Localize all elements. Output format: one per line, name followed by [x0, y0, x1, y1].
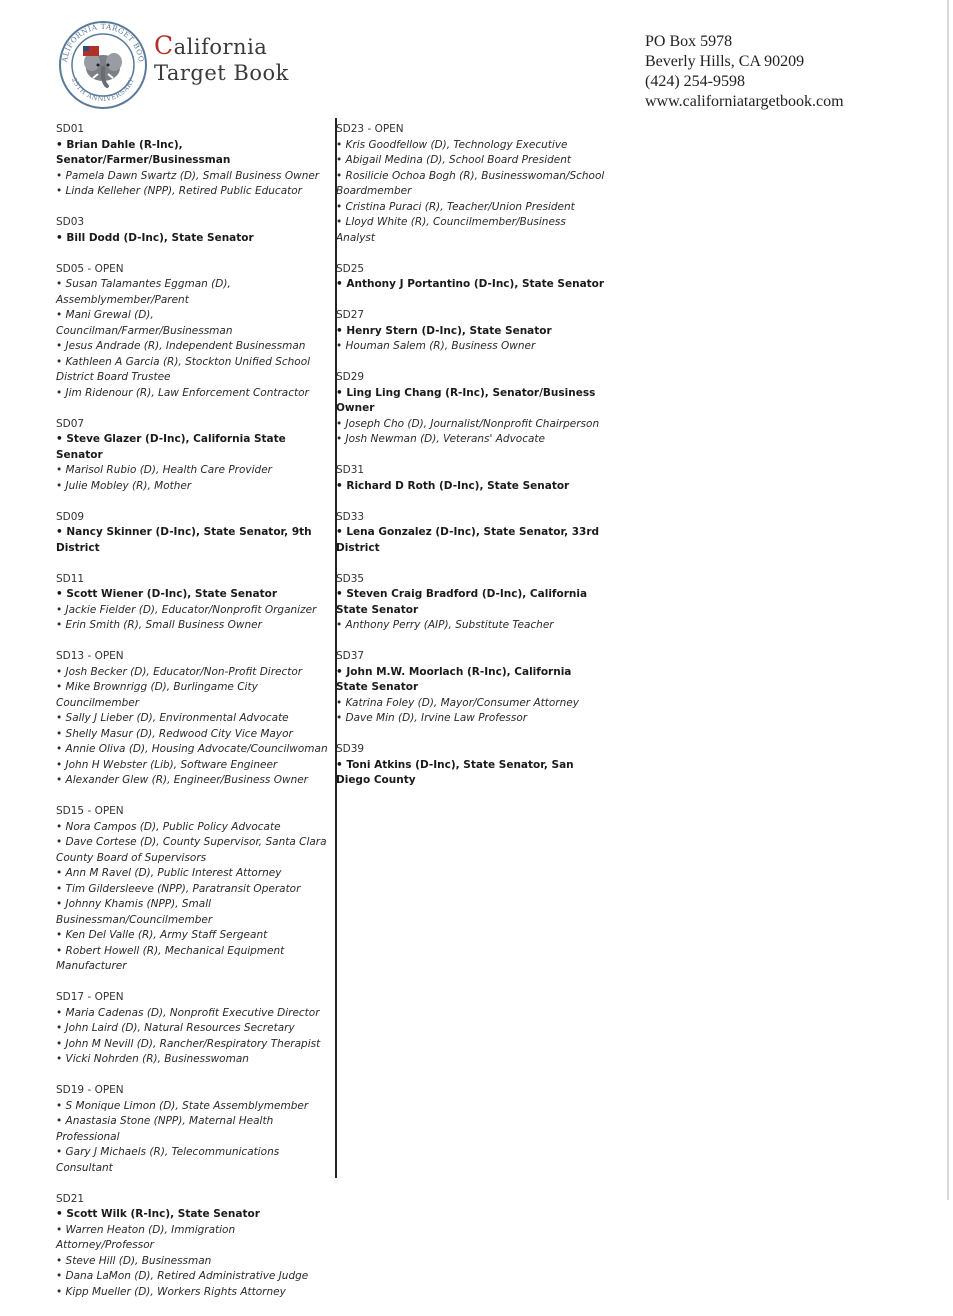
- district-name: SD17 - OPEN: [56, 991, 124, 1003]
- contact-block: [645, 32, 844, 112]
- district-block: [336, 262, 606, 293]
- incumbent-entry: • Anthony J Portantino (D-Inc), State Senator: [336, 278, 605, 290]
- page-edge-divider: [947, 0, 949, 1200]
- district-block: [336, 308, 606, 355]
- incumbent-entry: • Nancy Skinner (D-Inc), State Senator, 9th District: [56, 526, 312, 554]
- candidate-entry: • Nora Campos (D), Public Policy Advocate: [56, 820, 281, 833]
- district-block: [56, 1192, 332, 1301]
- incumbent-entry: • Lena Gonzalez (D-Inc), State Senator, 33rd District: [336, 526, 600, 554]
- district-name: SD21: [56, 1192, 85, 1205]
- candidate-entry: • Gary J Michaels (R), Telecommunications Consultant: [56, 1146, 280, 1174]
- district-name: SD31: [336, 464, 365, 476]
- district-name: SD09: [56, 510, 85, 523]
- candidate-entry: • Erin Smith (R), Small Business Owner: [56, 619, 262, 631]
- contact-website[interactable]: www.californiatargetbook.com: [645, 93, 844, 110]
- contact-city: Beverly Hills, CA 90209: [645, 53, 805, 70]
- district-name: SD23 - OPEN: [336, 123, 404, 135]
- candidate-entry: • Kris Goodfellow (D), Technology Executive: [336, 138, 568, 151]
- district-block: [56, 262, 332, 402]
- district-block: [56, 804, 332, 975]
- candidate-entry: • John M Nevill (D), Rancher/Respiratory Therapist: [56, 1037, 321, 1050]
- brand-name: [154, 33, 289, 86]
- district-block: [56, 215, 332, 246]
- district-name: SD29: [336, 371, 365, 383]
- candidate-entry: • Jim Ridenour (R), Law Enforcement Contractor: [56, 386, 309, 399]
- candidate-entry: • Kipp Mueller (D), Workers Rights Attorney: [56, 1285, 286, 1298]
- candidate-entry: • Mike Brownrigg (D), Burlingame City Councilmember: [56, 681, 258, 709]
- district-name: SD33: [336, 510, 365, 523]
- district-name: SD05 - OPEN: [56, 262, 124, 275]
- district-block: [56, 990, 332, 1068]
- svg-text:CALIFORNIA TARGET BOOK: ALIFORNIA TARGET BOO: [60, 21, 146, 63]
- candidate-entry: • Robert Howell (R), Mechanical Equipment Manufacturer: [56, 944, 285, 972]
- candidate-entry: • Ken Del Valle (R), Army Staff Sergeant: [56, 929, 268, 941]
- contact-po-box: PO Box 5978: [645, 33, 733, 50]
- district-name: SD07: [56, 417, 85, 430]
- incumbent-entry: • Steve Glazer (D-Inc), California State Senator: [56, 433, 286, 461]
- contact-phone: (424) 254-9598: [645, 73, 745, 90]
- incumbent-entry: • Bill Dodd (D-Inc), State Senator: [56, 231, 254, 244]
- incumbent-entry: • Henry Stern (D-Inc), State Senator: [336, 324, 552, 337]
- district-block: [336, 510, 606, 557]
- district-block: [56, 510, 332, 557]
- district-block: [56, 1083, 332, 1176]
- candidate-entry: • Warren Heaton (D), Immigration Attorney/Professor: [56, 1223, 236, 1251]
- district-name: SD35: [336, 572, 365, 585]
- candidate-entry: • Marisol Rubio (D), Health Care Provider: [56, 464, 272, 476]
- candidate-entry: • John Laird (D), Natural Resources Secretary: [56, 1022, 295, 1034]
- candidate-entry: • Anastasia Stone (NPP), Maternal Health Professional: [56, 1115, 274, 1143]
- candidate-entry: • Johnny Khamis (NPP), Small Businessman/Councilmember: [56, 898, 213, 926]
- candidate-entry: • Josh Becker (D), Educator/Non-Profit Director: [56, 665, 303, 678]
- left-column: [56, 122, 332, 1316]
- candidate-entry: • Linda Kelleher (NPP), Retired Public Educator: [56, 185, 302, 197]
- candidate-entry: • Jesus Andrade (R), Independent Businessman: [56, 340, 306, 352]
- logo-seal-icon: [58, 20, 148, 110]
- district-block: [336, 649, 606, 727]
- candidate-entry: • Alexander Glew (R), Engineer/Business Owner: [56, 774, 308, 786]
- brand-line-2: Target Book: [154, 61, 289, 85]
- incumbent-entry: • John M.W. Moorlach (R-Inc), California State Senator: [336, 665, 572, 693]
- candidate-entry: • Sally J Lieber (D), Environmental Advocate: [56, 712, 289, 724]
- candidate-entry: • Annie Oliva (D), Housing Advocate/Councilwoman: [56, 743, 328, 755]
- incumbent-entry: • Scott Wilk (R-Inc), State Senator: [56, 1208, 260, 1220]
- candidate-entry: • Rosilicie Ochoa Bogh (R), Businesswoman/School Boardmember: [336, 169, 605, 197]
- candidate-entry: • Kathleen A Garcia (R), Stockton Unified School District Board Trustee: [56, 355, 311, 383]
- district-name: SD25: [336, 262, 365, 275]
- district-block: [336, 742, 606, 789]
- candidate-entry: • S Monique Limon (D), State Assemblymember: [56, 1099, 309, 1112]
- brand-line-1: California: [154, 31, 268, 60]
- district-name: SD01: [56, 123, 85, 135]
- candidate-entry: • Lloyd White (R), Councilmember/Business Analyst: [336, 216, 566, 244]
- candidate-entry: • Katrina Foley (D), Mayor/Consumer Attorney: [336, 696, 579, 709]
- incumbent-entry: • Steven Craig Bradford (D-Inc), California State Senator: [336, 588, 588, 616]
- candidate-entry: • Tim Gildersleeve (NPP), Paratransit Operator: [56, 882, 301, 895]
- candidate-entry: • Dana LaMon (D), Retired Administrative Judge: [56, 1270, 309, 1282]
- candidate-entry: • Joseph Cho (D), Journalist/Nonprofit Chairperson: [336, 417, 600, 430]
- district-name: SD27: [336, 309, 365, 321]
- district-name: SD19 - OPEN: [56, 1084, 124, 1096]
- district-block: [56, 122, 332, 200]
- district-block: [56, 417, 332, 495]
- candidate-entry: • Shelly Masur (D), Redwood City Vice Mayor: [56, 727, 293, 740]
- incumbent-entry: • Scott Wiener (D-Inc), State Senator: [56, 588, 278, 600]
- district-block: [336, 370, 606, 448]
- candidate-entry: • Abigail Medina (D), School Board President: [336, 154, 572, 166]
- district-block: [56, 572, 332, 634]
- district-name: SD39: [336, 743, 365, 755]
- district-block: [336, 122, 606, 246]
- incumbent-entry: • Richard D Roth (D-Inc), State Senator: [336, 479, 570, 492]
- candidate-entry: • Steve Hill (D), Businessman: [56, 1254, 212, 1267]
- incumbent-entry: • Brian Dahle (R-Inc), Senator/Farmer/Businessman: [56, 138, 231, 166]
- candidate-entry: • Susan Talamantes Eggman (D), Assemblymember/Parent: [56, 278, 231, 306]
- district-name: SD37: [336, 650, 365, 662]
- candidate-entry: • Houman Salem (R), Business Owner: [336, 340, 536, 352]
- incumbent-entry: • Ling Ling Chang (R-Inc), Senator/Business Owner: [336, 386, 596, 414]
- district-name: SD03: [56, 216, 85, 228]
- right-column: [336, 122, 606, 804]
- candidate-entry: • Mani Grewal (D), Councilman/Farmer/Businessman: [56, 309, 233, 337]
- candidate-entry: • Pamela Dawn Swartz (D), Small Business Owner: [56, 169, 320, 182]
- candidate-entry: • Vicki Nohrden (R), Businesswoman: [56, 1053, 249, 1065]
- district-name: SD15 - OPEN: [56, 805, 124, 817]
- candidate-entry: • Josh Newman (D), Veterans' Advocate: [336, 433, 546, 445]
- incumbent-entry: • Toni Atkins (D-Inc), State Senator, San Diego County: [336, 758, 574, 786]
- district-block: [336, 572, 606, 634]
- candidate-entry: • Maria Cadenas (D), Nonprofit Executive Director: [56, 1006, 320, 1019]
- district-block: [56, 649, 332, 789]
- district-name: SD11: [56, 572, 85, 585]
- svg-text:25TH ANNIVERSARY: 25TH ANNIVERSARY: [69, 76, 137, 104]
- candidate-entry: • Dave Min (D), Irvine Law Professor: [336, 712, 528, 724]
- candidate-entry: • Anthony Perry (AIP), Substitute Teacher: [336, 619, 554, 631]
- candidate-entry: • Cristina Puraci (R), Teacher/Union President: [336, 200, 575, 213]
- candidate-entry: • Julie Mobley (R), Mother: [56, 479, 192, 492]
- candidate-entry: • John H Webster (Lib), Software Engineer: [56, 758, 278, 771]
- candidate-entry: • Ann M Ravel (D), Public Interest Attorney: [56, 867, 282, 879]
- district-name: SD13 - OPEN: [56, 650, 124, 662]
- target-book-logo: [58, 20, 148, 110]
- candidate-entry: • Dave Cortese (D), County Supervisor, Santa Clara County Board of Supervisors: [56, 836, 327, 864]
- candidate-entry: • Jackie Fielder (D), Educator/Nonprofit Organizer: [56, 603, 317, 616]
- district-block: [336, 463, 606, 494]
